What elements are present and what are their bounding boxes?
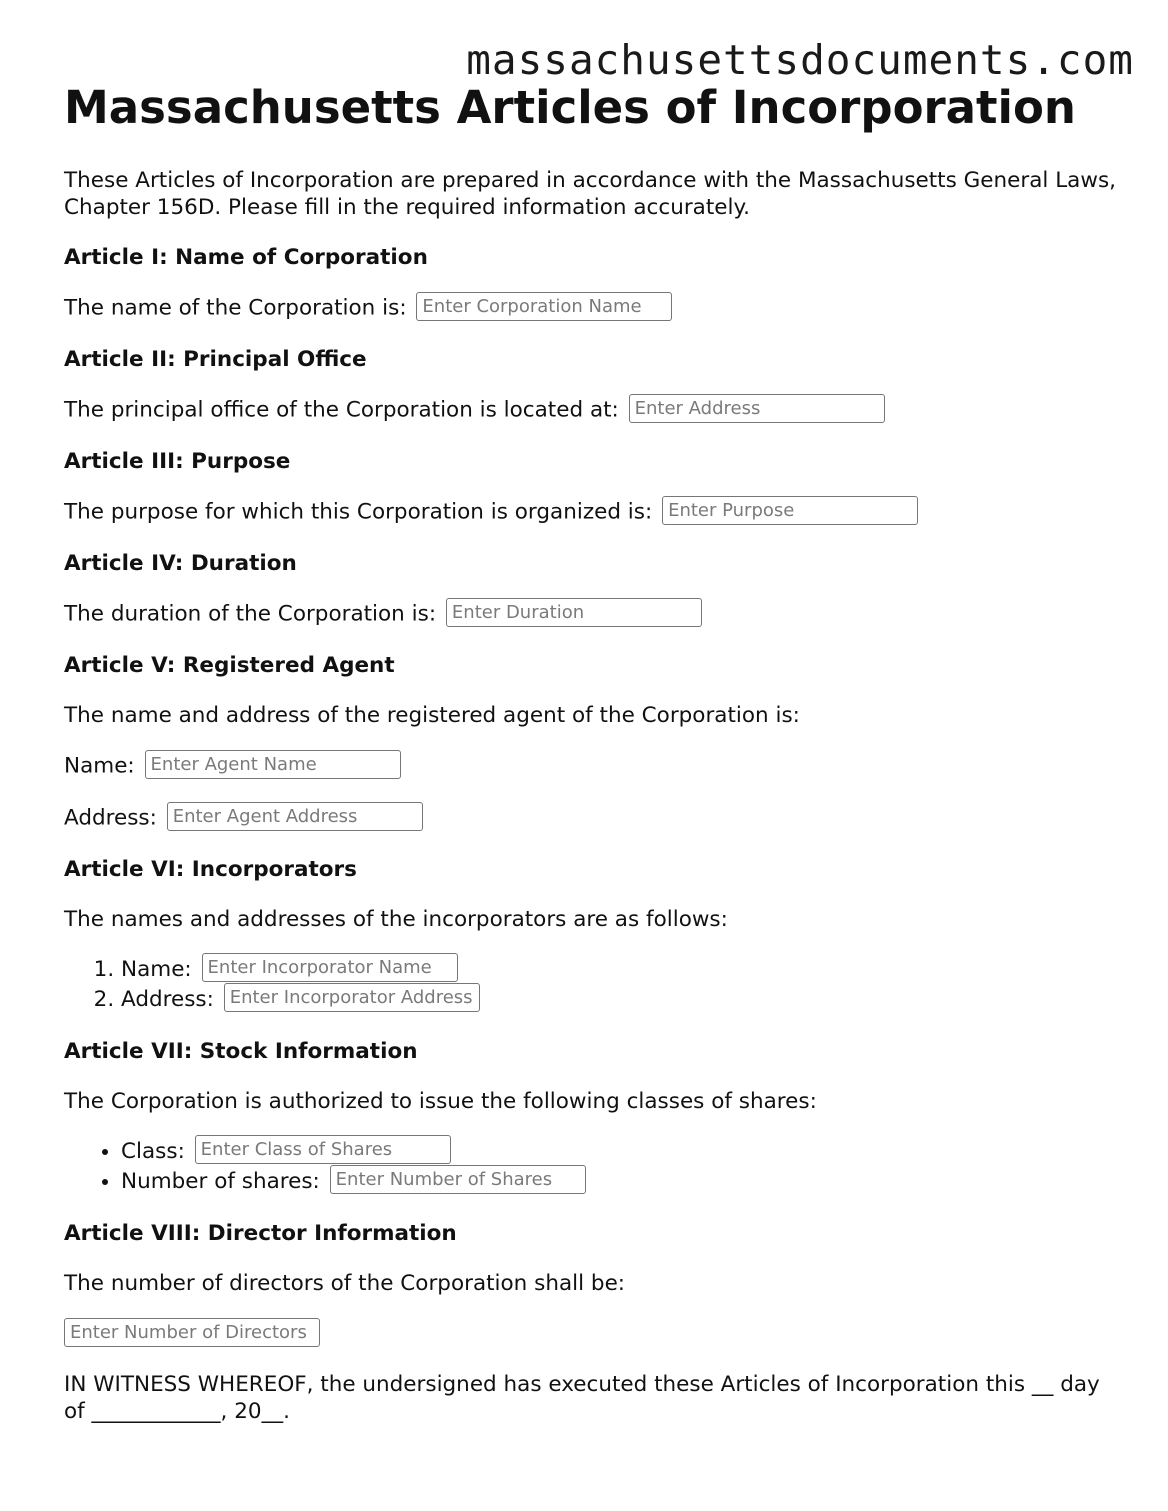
list-item [121, 955, 1124, 985]
article-3-title: Article III: Purpose [64, 448, 291, 474]
witness-clause: IN WITNESS WHEREOF, the undersigned has executed these Articles of Incorporation this __ day of ____________, 20__. [64, 1371, 1100, 1424]
site-watermark: massachusettsdocuments.com [466, 36, 1134, 84]
article-4-line [64, 600, 1124, 629]
principal-address-input[interactable] [629, 394, 885, 423]
agent-address-label: Address: [64, 805, 157, 831]
article-3-label: The purpose for which this Corporation is organized is: [64, 499, 653, 525]
article-5-text: The name and address of the registered agent of the Corporation is: [64, 702, 800, 728]
article-1-line [64, 294, 1124, 323]
share-number-input[interactable] [330, 1165, 586, 1194]
article-5-title: Article V: Registered Agent [64, 652, 395, 678]
agent-name-label: Name: [64, 753, 135, 779]
incorporators-list [64, 955, 1124, 1015]
incorporator-name-label: Name: [121, 956, 192, 982]
article-7-title: Article VII: Stock Information [64, 1038, 418, 1064]
list-item [121, 985, 1124, 1015]
directors-field-wrap [64, 1320, 1124, 1349]
list-item [121, 1167, 1124, 1197]
directors-number-input[interactable] [64, 1318, 320, 1347]
intro-paragraph: These Articles of Incorporation are prepared in accordance with the Massachusetts General Laws, Chapter 156D. Please fill in the required information accurately. [64, 167, 1116, 220]
article-7-text: The Corporation is authorized to issue the following classes of shares: [64, 1088, 817, 1114]
purpose-input[interactable] [662, 496, 918, 525]
list-item [121, 1137, 1124, 1167]
share-class-label: Class: [121, 1138, 185, 1164]
article-4-label: The duration of the Corporation is: [64, 601, 437, 627]
agent-name-line [64, 752, 1124, 781]
share-class-input[interactable] [195, 1135, 451, 1164]
agent-address-input[interactable] [167, 802, 423, 831]
article-2-title: Article II: Principal Office [64, 346, 367, 372]
duration-input[interactable] [446, 598, 702, 627]
article-6-title: Article VI: Incorporators [64, 856, 357, 882]
stock-list [64, 1137, 1124, 1197]
article-6-text: The names and addresses of the incorporators are as follows: [64, 906, 728, 932]
incorporator-address-input[interactable] [224, 983, 480, 1012]
corporation-name-input[interactable] [416, 292, 672, 321]
article-3-line [64, 498, 1124, 527]
article-2-label: The principal office of the Corporation is located at: [64, 397, 619, 423]
article-1-title: Article I: Name of Corporation [64, 244, 428, 270]
article-1-label: The name of the Corporation is: [64, 295, 407, 321]
article-4-title: Article IV: Duration [64, 550, 297, 576]
article-2-line [64, 396, 1124, 425]
document-page [64, 82, 1124, 1425]
article-8-text: The number of directors of the Corporation shall be: [64, 1270, 626, 1296]
page-title: Massachusetts Articles of Incorporation [64, 81, 1076, 134]
incorporator-address-label: Address: [121, 986, 214, 1012]
article-8-title: Article VIII: Director Information [64, 1220, 457, 1246]
incorporator-name-input[interactable] [202, 953, 458, 982]
agent-address-line [64, 804, 1124, 833]
agent-name-input[interactable] [145, 750, 401, 779]
share-number-label: Number of shares: [121, 1168, 320, 1194]
